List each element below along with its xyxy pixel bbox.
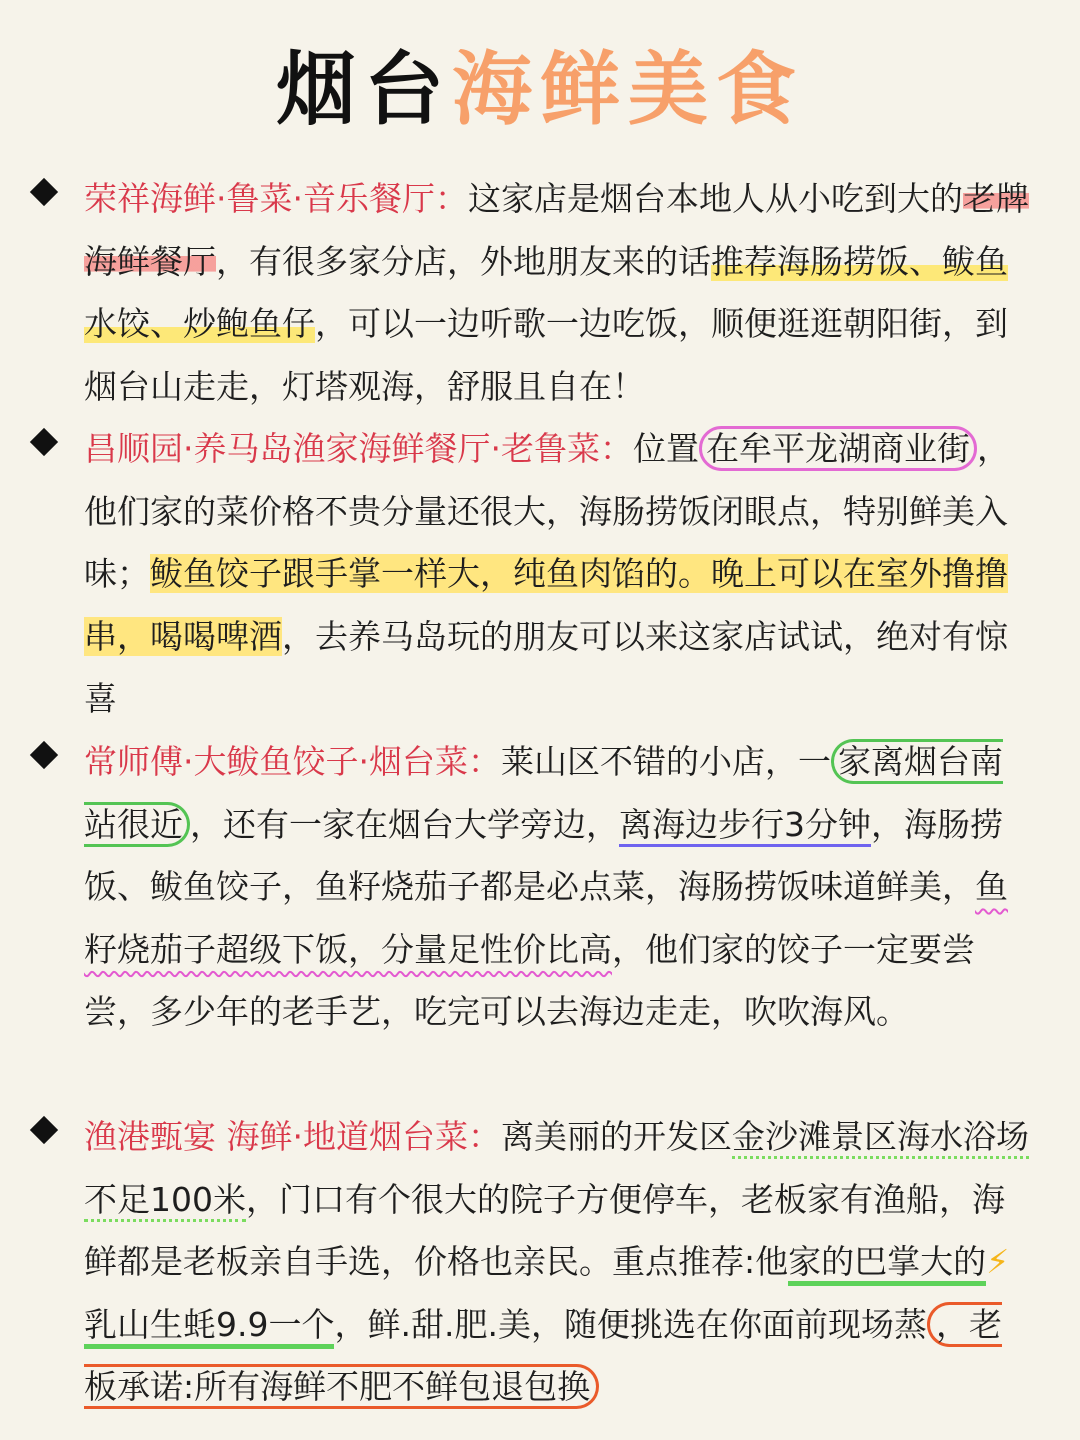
highlight-red: 老牌海鲜餐厅	[84, 179, 1029, 281]
circled-location: 家离烟台南站很近	[84, 739, 1003, 847]
wavy-underline: 鱼籽烧茄子超级下饭，分量足性价比高	[84, 867, 1008, 969]
restaurant-entry-4	[84, 1106, 1034, 1419]
entry-text: ，可以一边听歌一边吃饭，顺便逛逛朝阳街，到烟台山走走，灯塔观海，舒服且自在！	[84, 304, 1008, 406]
entry-text: ，门口有个很大的院子方便停车，老板家有渔船，海鲜都是老板亲自手选，价格也亲民。重点推荐:他	[84, 1179, 1005, 1281]
triangle-underline: 金沙滩景区海水浴场不足100米	[84, 1117, 1029, 1222]
entry-text: ，有很多家分店，外地朋友来的话	[216, 241, 711, 281]
entry-text: ，他们家的饺子一定要尝尝，多少年的老手艺，吃完可以去海边走走，吹吹海风。	[84, 929, 975, 1031]
diamond-bullet-icon	[30, 1116, 58, 1144]
entry-text: 莱山区不错的小店，一	[500, 742, 831, 781]
entry-text: 离美丽的开发区	[500, 1117, 732, 1156]
entry-text: 位置	[632, 429, 699, 468]
highlight-yellow: 推荐海肠捞饭、鲅鱼水饺、炒鲍鱼仔	[84, 241, 1008, 343]
restaurant-entry-1	[84, 168, 1034, 418]
underline-blue: 离海边步行3分钟	[619, 805, 871, 847]
restaurant-name: 昌顺园·养马岛渔家海鲜餐厅·老鲁菜：	[84, 429, 633, 468]
restaurant-name: 常师傅·大鲅鱼饺子·烟台菜：	[84, 742, 501, 781]
entry-text: ，他们家的菜价格不贵分量还很大，海肠捞饭闭眼点，特别鲜美入味；	[84, 429, 1010, 593]
entry-text: 这家店是烟台本地人从小吃到大的	[467, 179, 963, 218]
underline-green: 乳山生蚝9.9一个	[84, 1305, 334, 1349]
circled-promise: ，老板承诺:所有海鲜不肥不鲜包退包换	[84, 1302, 1002, 1410]
restaurant-entry-2	[84, 418, 1034, 731]
highlight-yellow: 鲅鱼饺子跟手掌一样大，纯鱼肉馅的。晚上可以在室外撸撸串，喝喝啤酒	[84, 554, 1008, 656]
diamond-bullet-icon	[30, 741, 58, 769]
page-title	[0, 40, 1080, 140]
entry-text: ，去养马岛玩的朋友可以来这家店试试，绝对有惊喜	[84, 616, 1008, 718]
restaurant-name: 渔港甄宴 海鲜·地道烟台菜：	[84, 1117, 501, 1156]
circled-location: 在牟平龙湖商业街	[699, 426, 977, 471]
title-city: 烟台	[276, 43, 452, 136]
entry-text: ，鲜.甜.肥.美，随便挑选在你面前现场蒸	[334, 1304, 927, 1344]
diamond-bullet-icon	[30, 178, 58, 206]
restaurant-entry-3	[84, 731, 1034, 1044]
entry-text: ，还有一家在烟台大学旁边，	[190, 804, 619, 844]
underline-green: 家的巴掌大的	[788, 1242, 986, 1286]
diamond-bullet-icon	[30, 428, 58, 456]
entry-text: ，海肠捞饭、鲅鱼饺子，鱼籽烧茄子都是必点菜，海肠捞饭味道鲜美，	[84, 804, 1003, 906]
restaurant-name: 荣祥海鲜·鲁菜·音乐餐厅：	[84, 179, 468, 218]
lightning-icon: ⚡	[986, 1242, 1010, 1281]
title-topic: 海鲜美食	[452, 43, 804, 136]
